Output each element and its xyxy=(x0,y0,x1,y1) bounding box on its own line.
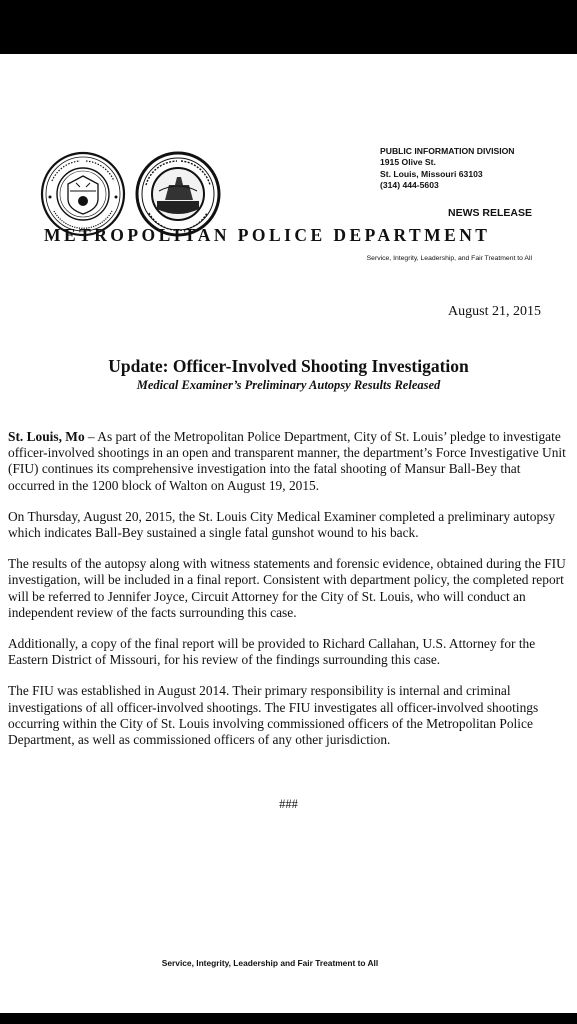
release-subtitle: Medical Examiner’s Preliminary Autopsy Results Released xyxy=(136,378,441,392)
address-line-1: 1915 Olive St. xyxy=(380,157,436,168)
paragraph-4: Additionally, a copy of the final report will be provided to Richard Callahan, U.S. Attorney for the Eastern District of Missouri, for his review of the findings surrounding this case. xyxy=(8,636,536,668)
phone-number: (314) 444-5603 xyxy=(380,179,439,190)
department-name: METROPOLITAN POLICE DEPARTMENT xyxy=(44,225,491,245)
release-date: August 21, 2015 xyxy=(448,304,541,319)
paragraph-1-text: – As part of the Metropolitan Police Department, City of St. Louis’ pledge to investigate officer-involved shootings in an open and transparent manner, the department’s Force Investigative Unit (FIU) continues its comprehensive investigation into the fatal shooting of Mansur Ball-Bey that occurred in the 1200 block of Walton on August 19, 2015. xyxy=(8,429,566,493)
news-release-label: NEWS RELEASE xyxy=(447,207,532,219)
top-black-bar xyxy=(0,0,577,54)
paragraph-1 xyxy=(8,429,568,494)
paragraph-3: The results of the autopsy along with witness statements and forensic evidence, obtained during the FIU investigation, will be included in a final report. Consistent with department policy, the completed report will be referred to Jennifer Joyce, Circuit Attorney for the City of St. Louis, who will conduct an independent review of the facts surrounding this case. xyxy=(8,556,566,620)
bottom-black-bar xyxy=(0,1013,577,1024)
contact-block xyxy=(380,146,514,191)
division-name: PUBLIC INFORMATION DIVISION xyxy=(380,146,515,156)
end-mark: ### xyxy=(279,797,298,811)
paragraph-2: On Thursday, August 20, 2015, the St. Louis City Medical Examiner completed a preliminary autopsy which indicates Ball-Bey sustained a single fatal gunshot wound to his back. xyxy=(8,508,556,541)
paragraph-5: The FIU was established in August 2014. Their primary responsibility is internal and criminal investigations of all officer-involved shootings. The FIU investigates all officer-involved shootings occurring within the City of St. Louis involving commissioned officers of the Metropolitan Police Department, as well as commissioned officers of any other jurisdiction. xyxy=(8,683,539,748)
dateline: St. Louis, Mo xyxy=(8,429,85,444)
address-line-2: St. Louis, Missouri 63103 xyxy=(380,168,483,179)
header-tagline: Service, Integrity, Leadership, and Fair Treatment to All xyxy=(366,255,532,262)
release-body xyxy=(8,429,568,763)
footer-tagline: Service, Integrity, Leadership and Fair Treatment to All xyxy=(161,958,379,968)
release-title: Update: Officer-Involved Shooting Investigation xyxy=(108,356,469,376)
